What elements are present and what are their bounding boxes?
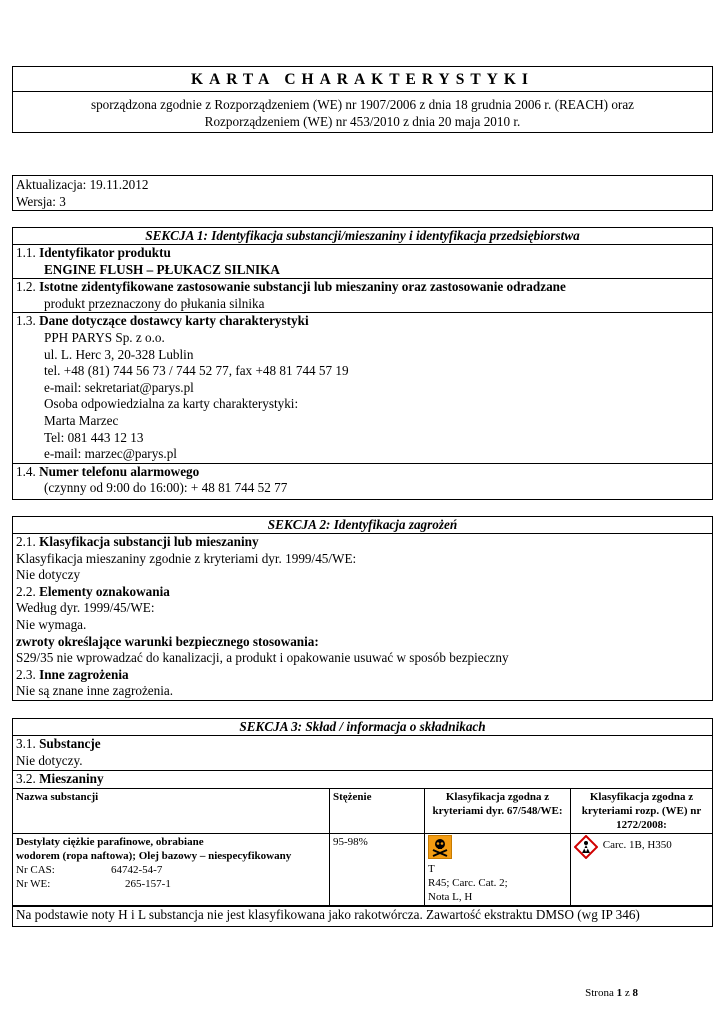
ghs-classification: Carc. 1B, H350: [602, 839, 672, 851]
cas-number: Nr CAS: 64742-54-7: [16, 864, 163, 876]
intended-use: produkt przeznaczony do płukania silnika: [44, 295, 265, 311]
version: Wersja: 3: [16, 193, 66, 209]
substance-name-cell: [13, 834, 330, 906]
table-row: [13, 834, 713, 906]
subsection-title: Dane dotyczące dostawcy karty charakterystyki: [39, 313, 309, 329]
supplier-line: e-mail: marzec@parys.pl: [44, 446, 177, 462]
safety-phrase: S29/35 nie wprowadzać do kanalizacji, a produkt i opakowanie usuwać w sposób bezpieczny: [16, 650, 509, 666]
subsection-number: 3.2.: [16, 771, 36, 786]
notes: Nota L, H: [428, 891, 473, 903]
subsection-1-2: [13, 278, 712, 312]
supplier-line: Osoba odpowiedzialna za karty charakterystyki:: [44, 396, 299, 412]
document-title: KARTA CHARAKTERYSTYKI: [12, 66, 713, 92]
composition-table: [12, 788, 713, 906]
we-number: Nr WE: 265-157-1: [16, 878, 171, 890]
table-header-row: [13, 789, 713, 834]
subsection-title: Elementy oznakowania: [39, 583, 170, 599]
subsection-1-3: [13, 312, 712, 462]
supplier-line: Tel: 081 443 12 13: [44, 429, 144, 445]
subtitle-line-2: Rozporządzeniem (WE) nr 453/2010 z dnia 20 maja 2010 r.: [204, 114, 521, 129]
risk-phrases: R45; Carc. Cat. 2;: [428, 877, 508, 889]
section-3: [12, 718, 713, 927]
update-date: Aktualizacja: 19.11.2012: [16, 177, 149, 192]
subtitle-line-1: sporządzona zgodnie z Rozporządzeniem (WE) nr 1907/2006 z dnia 18 grudnia 2006 r. (REACH) oraz: [90, 97, 635, 112]
subsection-number: 1.4.: [16, 463, 36, 479]
header-cell: Klasyfikacja zgodna z kryteriami rozp. (WE) nr 1272/2008:: [571, 789, 713, 834]
section-2-body: [13, 534, 712, 700]
header-cell: Stężenie: [330, 789, 425, 834]
classification-value: Nie dotyczy: [16, 567, 81, 583]
subsection-title: Istotne zidentyfikowane zastosowanie substancji lub mieszaniny oraz zastosowanie odradzane: [39, 279, 566, 295]
section-2: [12, 516, 713, 701]
supplier-line: tel. +48 (81) 744 56 73 / 744 52 77, fax +48 81 744 57 19: [44, 363, 349, 379]
section-1-title: SEKCJA 1: Identyfikacja substancji/mieszaniny i identyfikacja przedsiębiorstwa: [13, 228, 712, 245]
subsection-number: 2.3.: [16, 666, 36, 682]
subsection-number: 1.3.: [16, 313, 36, 329]
danger-symbol: T: [428, 863, 435, 875]
safety-phrases-heading: zwroty określające warunki bezpiecznego stosowania:: [16, 633, 319, 649]
section-2-title: SEKCJA 2: Identyfikacja zagrożeń: [13, 517, 712, 534]
health-hazard-icon: [574, 835, 598, 859]
supplier-line: PPH PARYS Sp. z o.o.: [44, 329, 165, 345]
header-cell: Klasyfikacja zgodna z kryteriami dyr. 67/548/WE:: [425, 789, 571, 834]
subsection-title: Mieszaniny: [39, 771, 104, 786]
update-info: [12, 175, 713, 211]
classification-note: Na podstawie noty H i L substancja nie jest klasyfikowana jako rakotwórcza. Zawartość ekstraktu DMSO (wg IP 346): [13, 906, 712, 924]
supplier-line: e-mail: sekretariat@parys.pl: [44, 379, 194, 395]
regulation-classification-cell: [571, 834, 713, 906]
subsection-3-1: [13, 736, 712, 770]
substance-name: Destylaty ciężkie parafinowe, obrabiane: [16, 836, 204, 848]
subsection-title: Substancje: [39, 736, 101, 751]
substance-name: wodorem (ropa naftowa); Olej bazowy – niespecyfikowany: [16, 850, 292, 862]
subsection-title: Inne zagrożenia: [39, 666, 129, 682]
skull-crossbones-icon: [428, 835, 452, 859]
emergency-phone: (czynny od 9:00 do 16:00): + 48 81 744 52 77: [44, 480, 288, 496]
page-number: Strona 1 z 8: [585, 987, 638, 999]
classification-text: Klasyfikacja mieszaniny zgodnie z kryteriami dyr. 1999/45/WE:: [16, 550, 357, 566]
subsection-1-1: [13, 245, 712, 278]
subsection-number: 3.1.: [16, 736, 36, 751]
label-elements-text: Według dyr. 1999/45/WE:: [16, 600, 155, 616]
product-identifier: ENGINE FLUSH – PŁUKACZ SILNIKA: [44, 261, 280, 277]
subsection-number: 1.1.: [16, 245, 36, 260]
directive-classification-cell: [425, 834, 571, 906]
subsection-number: 1.2.: [16, 279, 36, 295]
subsection-3-2: [13, 770, 712, 788]
subsection-title: Klasyfikacja substancji lub mieszaniny: [39, 534, 259, 549]
substances-text: Nie dotyczy.: [16, 752, 83, 768]
section-1: [12, 227, 713, 500]
subsection-title: Numer telefonu alarmowego: [39, 463, 200, 479]
concentration-cell: 95-98%: [330, 834, 425, 906]
document-subtitle: [12, 91, 713, 133]
section-3-title: SEKCJA 3: Skład / informacja o składnikach: [13, 719, 712, 736]
label-elements-value: Nie wymaga.: [16, 616, 87, 632]
header-cell: Nazwa substancji: [13, 789, 330, 834]
subsection-number: 2.2.: [16, 583, 36, 599]
subsection-title: Identyfikator produktu: [39, 245, 171, 260]
other-hazards-text: Nie są znane inne zagrożenia.: [16, 683, 174, 699]
subsection-number: 2.1.: [16, 534, 36, 549]
supplier-line: ul. L. Herc 3, 20-328 Lublin: [44, 346, 194, 362]
supplier-line: Marta Marzec: [44, 412, 119, 428]
subsection-1-4: [13, 463, 712, 497]
